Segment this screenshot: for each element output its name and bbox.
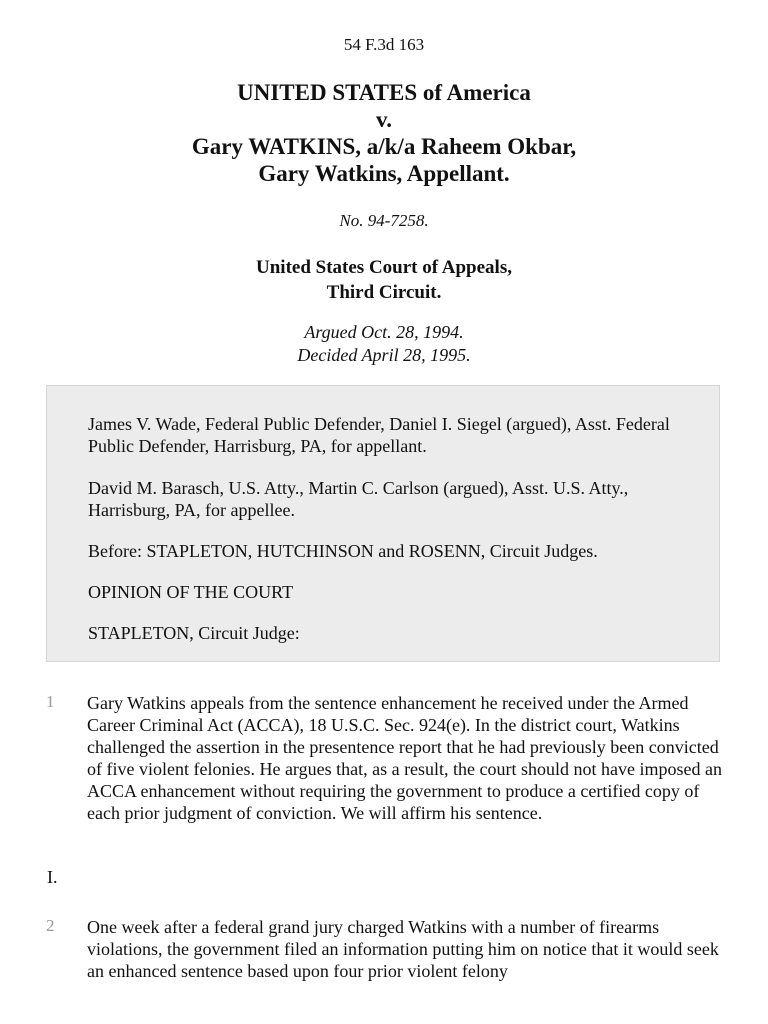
opinion-heading: OPINION OF THE COURT (88, 582, 294, 602)
paragraph-text: Gary Watkins appeals from the sentence enhancement he received under the Armed Career Criminal Act (ACCA), 18 U.S.C. Sec. 924(e). In the district court, Watkins challenged the assertion in the presentence report that he had previously been convicted of five violent felonies. He argues that, as a result, the court should not have imposed an ACCA enhancement without requiring the government to produce a certified copy of each prior judgment of conviction. We will affirm his sentence. (87, 693, 723, 823)
section-heading: I. (47, 867, 58, 887)
paragraph-number: 1 (46, 692, 55, 711)
court-name-line2: Third Circuit. (326, 282, 442, 303)
paragraph-number: 2 (46, 916, 55, 935)
case-citation: 54 F.3d 163 (343, 35, 425, 54)
case-title-versus: v. (376, 107, 392, 132)
case-dates (0, 321, 768, 367)
counsel-box (46, 385, 720, 662)
panel-judges: Before: STAPLETON, HUTCHINSON and ROSENN, Circuit Judges. (88, 541, 598, 561)
court-name-line1: United States Court of Appeals, (256, 257, 512, 278)
case-title-plaintiff: UNITED STATES of America (237, 80, 531, 105)
opinion-author: STAPLETON, Circuit Judge: (88, 623, 300, 643)
case-title (0, 79, 768, 187)
docket-number: No. 94-7258. (339, 211, 429, 230)
appellee-counsel: David M. Barasch, U.S. Atty., Martin C. Carlson (argued), Asst. U.S. Atty., Harrisburg, PA, for appellee. (88, 478, 629, 520)
argued-date: Argued Oct. 28, 1994. (304, 322, 464, 342)
court-name (0, 255, 768, 305)
case-title-defendant: Gary WATKINS, a/k/a Raheem Okbar, (191, 134, 577, 159)
paragraph-text: One week after a federal grand jury charged Watkins with a number of firearms violations, the government filed an information putting him on notice that it would seek an enhanced sentence based upon four prior violent felony (87, 917, 719, 981)
case-title-defendant-cont: Gary Watkins, Appellant. (258, 161, 510, 186)
appellant-counsel: James V. Wade, Federal Public Defender, Daniel I. Siegel (argued), Asst. Federal Public Defender, Harrisburg, PA, for appellant. (88, 414, 670, 456)
decided-date: Decided April 28, 1995. (297, 345, 471, 365)
